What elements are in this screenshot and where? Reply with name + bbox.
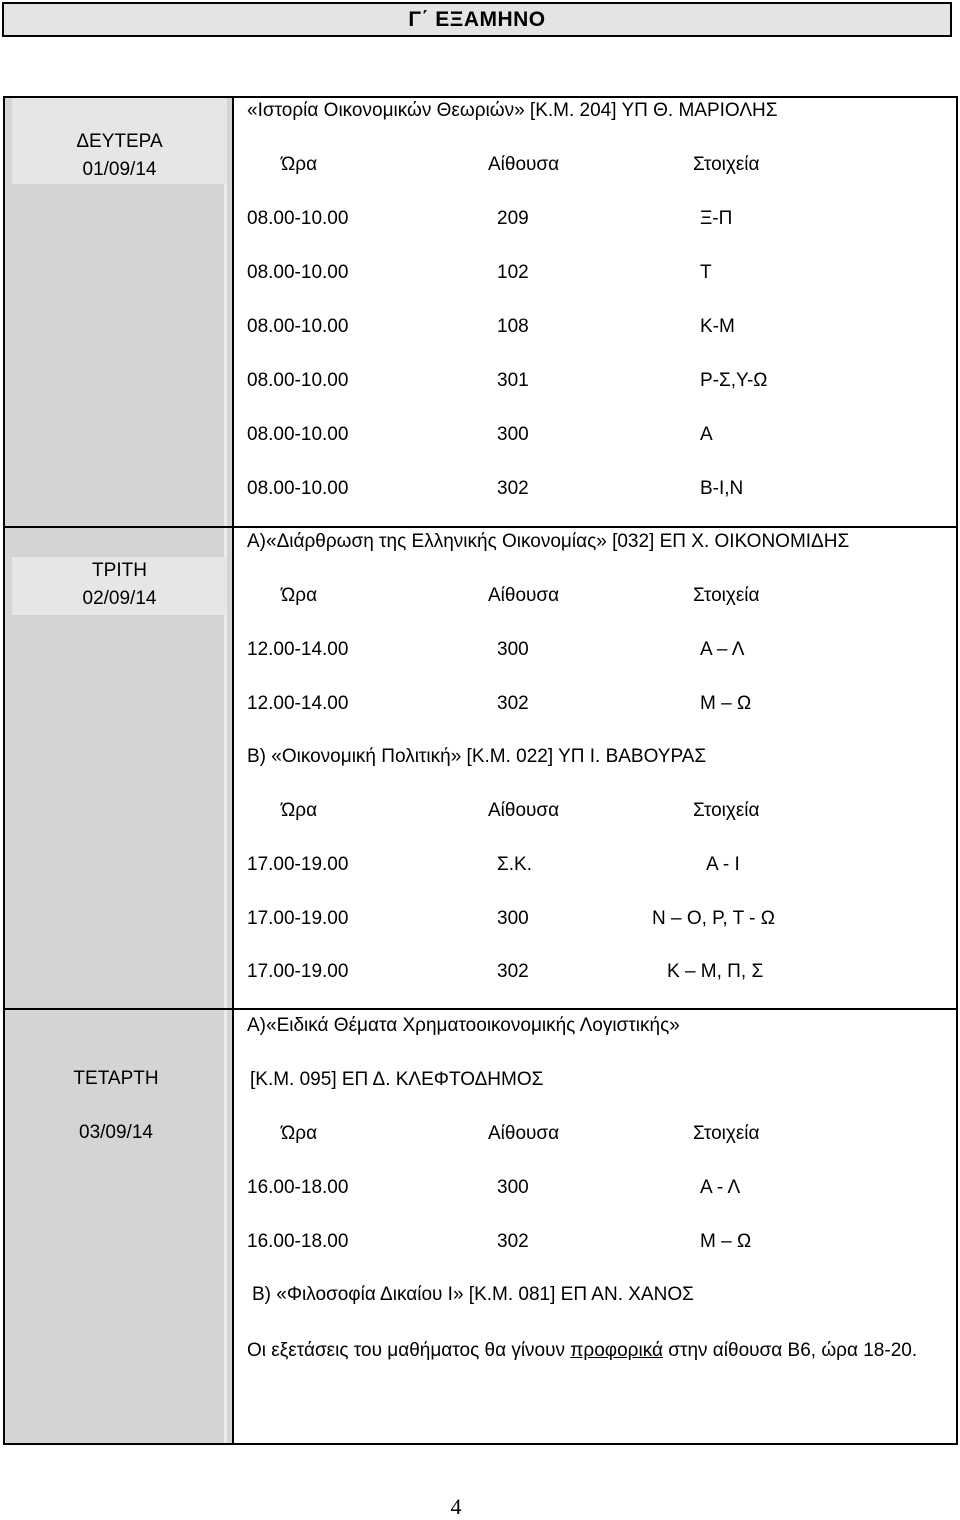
row-group: Τ [700, 262, 712, 283]
course-title: Α)«Ειδικά Θέματα Χρηματοοικονομικής Λογιστικής» [247, 1015, 680, 1036]
col-header-room: Αίθουσα [488, 585, 560, 606]
note-text: στην αίθουσα Β6, ώρα 18-20. [662, 1340, 918, 1361]
row-room: 108 [497, 316, 529, 337]
day-name: ΤΡΙΤΗ [92, 560, 147, 581]
row-room: 300 [497, 424, 529, 445]
row-group: Μ – Ω [700, 693, 752, 714]
page-number: 4 [450, 1494, 462, 1519]
column-divider [232, 96, 234, 1445]
row-group: Μ – Ω [700, 1231, 752, 1252]
row-time: 12.00-14.00 [247, 693, 349, 714]
row-group: Ν – Ο, Ρ, Τ - Ω [652, 908, 775, 929]
tuesday-label [12, 557, 227, 615]
row-room: 300 [497, 1177, 529, 1198]
col-header-time: Ώρα [281, 1123, 318, 1144]
col-header-time: Ώρα [281, 585, 318, 606]
row-group: Ξ-Π [700, 208, 733, 229]
exam-note [247, 1334, 943, 1368]
course-title: Β) «Οικονομική Πολιτική» [Κ.Μ. 022] ΥΠ Ι. ΒΑΒΟΥΡΑΣ [247, 746, 707, 767]
course-title: Α)«Διάρθρωση της Ελληνικής Οικονομίας» [032] ΕΠ Χ. ΟΙΚΟΝΟΜΙΔΗΣ [247, 531, 850, 552]
row-group: Κ-Μ [700, 316, 735, 337]
row-room: 301 [497, 370, 529, 391]
row-time: 08.00-10.00 [247, 316, 349, 337]
row-group: Κ – Μ, Π, Σ [667, 961, 764, 982]
row-group: Α - Ι [706, 854, 740, 875]
day-date: 01/09/14 [82, 159, 157, 180]
day-name: ΤΕΤΑΡΤΗ [73, 1068, 159, 1089]
note-text: Οι εξετάσεις του μαθήματος θα γίνουν [247, 1340, 571, 1361]
row-time: 08.00-10.00 [247, 370, 349, 391]
course-code: [Κ.Μ. 095] ΕΠ Δ. ΚΛΕΦΤΟΔΗΜΟΣ [250, 1069, 544, 1090]
row-time: 12.00-14.00 [247, 639, 349, 660]
row-room: 302 [497, 1231, 529, 1252]
row-room: 302 [497, 961, 529, 982]
row-divider-tuesday [3, 1008, 958, 1010]
row-room: 209 [497, 208, 529, 229]
col-header-room: Αίθουσα [488, 1123, 560, 1144]
day-date: 03/09/14 [79, 1122, 153, 1143]
day-date: 02/09/14 [82, 588, 157, 609]
row-room: 302 [497, 478, 529, 499]
row-group: Ρ-Σ,Υ-Ω [700, 370, 768, 391]
row-room: Σ.Κ. [497, 854, 532, 875]
monday-label [12, 98, 227, 184]
row-group: Α - Λ [700, 1177, 741, 1198]
col-header-time: Ώρα [281, 800, 318, 821]
row-room: 102 [497, 262, 529, 283]
row-room: 300 [497, 639, 529, 660]
col-header-room: Αίθουσα [488, 154, 560, 175]
row-time: 17.00-19.00 [247, 908, 349, 929]
row-group: Α [700, 424, 713, 445]
day-name: ΔΕΥΤΕΡΑ [76, 131, 163, 152]
row-time: 17.00-19.00 [247, 961, 349, 982]
row-group: Β-Ι,Ν [700, 478, 744, 499]
semester-title: Γ΄ ΕΞΑΜΗΝΟ [2, 2, 952, 37]
note-emphasis: προφορικά [570, 1340, 663, 1361]
row-time: 16.00-18.00 [247, 1177, 349, 1198]
col-header-room: Αίθουσα [488, 800, 560, 821]
row-time: 08.00-10.00 [247, 424, 349, 445]
row-time: 16.00-18.00 [247, 1231, 349, 1252]
row-time: 08.00-10.00 [247, 478, 349, 499]
row-time: 08.00-10.00 [247, 262, 349, 283]
row-room: 300 [497, 908, 529, 929]
row-group: Α – Λ [700, 639, 745, 660]
col-header-group: Στοιχεία [693, 585, 760, 606]
row-time: 17.00-19.00 [247, 854, 349, 875]
col-header-group: Στοιχεία [693, 800, 760, 821]
course-title: Β) «Φιλοσοφία Δικαίου Ι» [Κ.Μ. 081] ΕΠ ΑΝ. ΧΑΝΟΣ [252, 1284, 694, 1305]
course-title: «Ιστορία Οικονομικών Θεωριών» [Κ.Μ. 204] ΥΠ Θ. ΜΑΡΙΟΛΗΣ [247, 100, 778, 121]
row-room: 302 [497, 693, 529, 714]
row-time: 08.00-10.00 [247, 208, 349, 229]
col-header-time: Ώρα [281, 154, 318, 175]
row-divider-monday [3, 526, 958, 528]
col-header-group: Στοιχεία [693, 1123, 760, 1144]
col-header-group: Στοιχεία [693, 154, 760, 175]
